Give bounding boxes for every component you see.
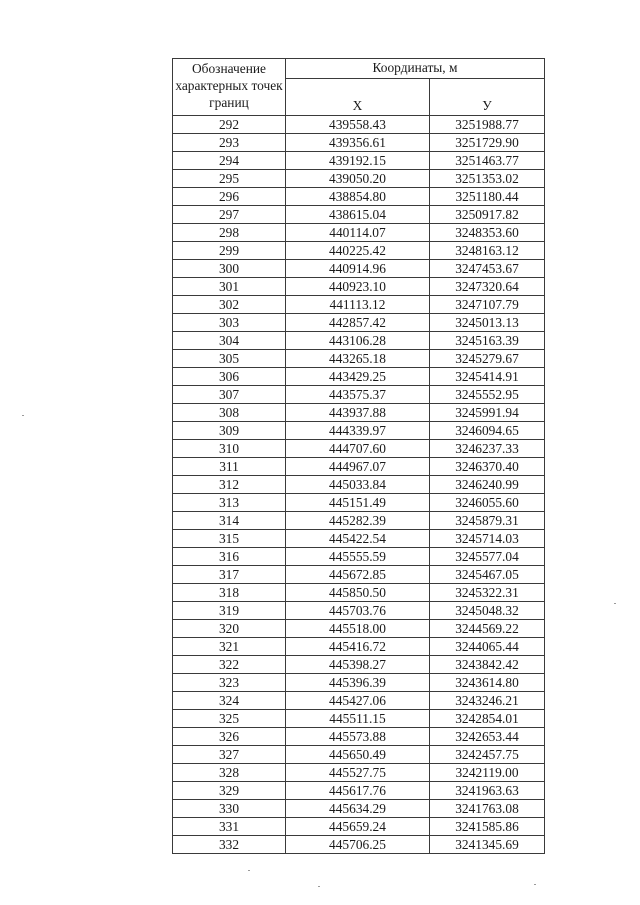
y-coordinate-cell: 3245577.04 [430, 548, 545, 566]
x-coordinate-cell: 445650.49 [286, 746, 430, 764]
table-row [173, 692, 545, 710]
x-coordinate-cell: 439050.20 [286, 170, 430, 188]
y-coordinate-cell: 3242457.75 [430, 746, 545, 764]
y-coordinate-cell: 3251180.44 [430, 188, 545, 206]
x-coordinate-cell: 445511.15 [286, 710, 430, 728]
point-designation-header: Обозначение характерных точек границ [173, 59, 286, 116]
x-coordinate-cell: 440225.42 [286, 242, 430, 260]
point-number-cell: 332 [173, 836, 286, 854]
point-number-cell: 306 [173, 368, 286, 386]
x-coordinate-cell: 445617.76 [286, 782, 430, 800]
x-coordinate-cell: 445672.85 [286, 566, 430, 584]
x-coordinate-cell: 445634.29 [286, 800, 430, 818]
x-coordinate-cell: 445573.88 [286, 728, 430, 746]
table-body [173, 116, 545, 854]
point-number-cell: 293 [173, 134, 286, 152]
table-row [173, 242, 545, 260]
table-row [173, 278, 545, 296]
point-number-cell: 296 [173, 188, 286, 206]
y-coordinate-cell: 3247453.67 [430, 260, 545, 278]
y-coordinate-cell: 3244065.44 [430, 638, 545, 656]
y-coordinate-cell: 3241963.63 [430, 782, 545, 800]
point-number-cell: 325 [173, 710, 286, 728]
y-coordinate-cell: 3245279.67 [430, 350, 545, 368]
table-row [173, 296, 545, 314]
point-number-cell: 323 [173, 674, 286, 692]
y-coordinate-cell: 3245322.31 [430, 584, 545, 602]
table-row [173, 728, 545, 746]
point-number-cell: 321 [173, 638, 286, 656]
table-row [173, 188, 545, 206]
point-number-cell: 292 [173, 116, 286, 134]
table-row [173, 530, 545, 548]
point-number-cell: 300 [173, 260, 286, 278]
y-coordinate-cell: 3251463.77 [430, 152, 545, 170]
table-row [173, 602, 545, 620]
x-coordinate-cell: 445850.50 [286, 584, 430, 602]
point-number-cell: 305 [173, 350, 286, 368]
x-coordinate-cell: 445033.84 [286, 476, 430, 494]
point-number-cell: 331 [173, 818, 286, 836]
point-number-cell: 303 [173, 314, 286, 332]
table-row [173, 620, 545, 638]
x-coordinate-cell: 439356.61 [286, 134, 430, 152]
x-column-header [286, 79, 430, 116]
y-coordinate-cell: 3245552.95 [430, 386, 545, 404]
x-coordinate-cell: 443106.28 [286, 332, 430, 350]
x-coordinate-cell: 445422.54 [286, 530, 430, 548]
point-number-cell: 315 [173, 530, 286, 548]
x-coordinate-cell: 440923.10 [286, 278, 430, 296]
y-column-label: У [482, 98, 492, 113]
x-coordinate-cell: 438615.04 [286, 206, 430, 224]
table-row [173, 746, 545, 764]
point-number-cell: 316 [173, 548, 286, 566]
table-row [173, 386, 545, 404]
table-row [173, 800, 545, 818]
y-coordinate-cell: 3246240.99 [430, 476, 545, 494]
x-coordinate-cell: 445659.24 [286, 818, 430, 836]
y-coordinate-cell: 3245714.03 [430, 530, 545, 548]
point-number-cell: 312 [173, 476, 286, 494]
table-row [173, 332, 545, 350]
y-coordinate-cell: 3251729.90 [430, 134, 545, 152]
point-number-cell: 324 [173, 692, 286, 710]
point-number-cell: 318 [173, 584, 286, 602]
table-row [173, 350, 545, 368]
x-coordinate-cell: 439192.15 [286, 152, 430, 170]
x-coordinate-cell: 438854.80 [286, 188, 430, 206]
y-coordinate-cell: 3251353.02 [430, 170, 545, 188]
table-row [173, 584, 545, 602]
point-number-cell: 297 [173, 206, 286, 224]
point-number-cell: 311 [173, 458, 286, 476]
table-row [173, 134, 545, 152]
point-number-cell: 310 [173, 440, 286, 458]
point-number-cell: 308 [173, 404, 286, 422]
scan-speck [614, 603, 616, 604]
header-row-top [173, 59, 545, 79]
point-number-cell: 317 [173, 566, 286, 584]
table-row [173, 656, 545, 674]
y-coordinate-cell: 3245991.94 [430, 404, 545, 422]
x-coordinate-cell: 442857.42 [286, 314, 430, 332]
table-row [173, 368, 545, 386]
table-row [173, 440, 545, 458]
x-coordinate-cell: 445527.75 [286, 764, 430, 782]
x-coordinate-cell: 440114.07 [286, 224, 430, 242]
table-row [173, 458, 545, 476]
y-coordinate-cell: 3242653.44 [430, 728, 545, 746]
y-coordinate-cell: 3246094.65 [430, 422, 545, 440]
point-number-cell: 309 [173, 422, 286, 440]
point-number-cell: 302 [173, 296, 286, 314]
table-row [173, 836, 545, 854]
point-number-cell: 314 [173, 512, 286, 530]
point-number-cell: 328 [173, 764, 286, 782]
x-coordinate-cell: 441113.12 [286, 296, 430, 314]
x-coordinate-cell: 445706.25 [286, 836, 430, 854]
table-row [173, 476, 545, 494]
x-coordinate-cell: 445151.49 [286, 494, 430, 512]
y-coordinate-cell: 3245414.91 [430, 368, 545, 386]
point-number-cell: 295 [173, 170, 286, 188]
x-coordinate-cell: 439558.43 [286, 116, 430, 134]
x-coordinate-cell: 445555.59 [286, 548, 430, 566]
y-coordinate-cell: 3245013.13 [430, 314, 545, 332]
scan-speck [248, 870, 250, 871]
table-row [173, 260, 545, 278]
table-row [173, 764, 545, 782]
x-coordinate-cell: 445282.39 [286, 512, 430, 530]
coordinates-table [172, 58, 545, 854]
y-coordinate-cell: 3248353.60 [430, 224, 545, 242]
point-number-cell: 304 [173, 332, 286, 350]
table-row [173, 116, 545, 134]
x-coordinate-cell: 445396.39 [286, 674, 430, 692]
y-coordinate-cell: 3245879.31 [430, 512, 545, 530]
y-coordinate-cell: 3246055.60 [430, 494, 545, 512]
y-coordinate-cell: 3242119.00 [430, 764, 545, 782]
x-coordinate-cell: 445398.27 [286, 656, 430, 674]
point-number-cell: 326 [173, 728, 286, 746]
table-row [173, 404, 545, 422]
y-coordinate-cell: 3241345.69 [430, 836, 545, 854]
y-coordinate-cell: 3247107.79 [430, 296, 545, 314]
y-coordinate-cell: 3246237.33 [430, 440, 545, 458]
y-coordinate-cell: 3244569.22 [430, 620, 545, 638]
point-number-cell: 298 [173, 224, 286, 242]
point-number-cell: 329 [173, 782, 286, 800]
point-number-cell: 313 [173, 494, 286, 512]
table-row [173, 548, 545, 566]
scan-speck [534, 884, 536, 885]
y-coordinate-cell: 3250917.82 [430, 206, 545, 224]
x-coordinate-cell: 444707.60 [286, 440, 430, 458]
y-coordinate-cell: 3243614.80 [430, 674, 545, 692]
x-coordinate-cell: 443429.25 [286, 368, 430, 386]
y-coordinate-cell: 3241763.08 [430, 800, 545, 818]
x-coordinate-cell: 443265.18 [286, 350, 430, 368]
y-coordinate-cell: 3245163.39 [430, 332, 545, 350]
point-number-cell: 330 [173, 800, 286, 818]
scan-speck [22, 415, 24, 416]
table-row [173, 152, 545, 170]
y-coordinate-cell: 3247320.64 [430, 278, 545, 296]
y-coordinate-cell: 3241585.86 [430, 818, 545, 836]
table-row [173, 566, 545, 584]
point-number-cell: 301 [173, 278, 286, 296]
y-coordinate-cell: 3245048.32 [430, 602, 545, 620]
point-number-cell: 320 [173, 620, 286, 638]
point-number-cell: 322 [173, 656, 286, 674]
y-coordinate-cell: 3243842.42 [430, 656, 545, 674]
table-row [173, 782, 545, 800]
y-coordinate-cell: 3245467.05 [430, 566, 545, 584]
table-row [173, 818, 545, 836]
x-coordinate-cell: 445703.76 [286, 602, 430, 620]
table-row [173, 314, 545, 332]
point-number-cell: 327 [173, 746, 286, 764]
table-row [173, 674, 545, 692]
point-number-cell: 294 [173, 152, 286, 170]
y-coordinate-cell: 3246370.40 [430, 458, 545, 476]
y-coordinate-cell: 3251988.77 [430, 116, 545, 134]
y-coordinate-cell: 3242854.01 [430, 710, 545, 728]
y-column-header [430, 79, 545, 116]
x-coordinate-cell: 440914.96 [286, 260, 430, 278]
y-coordinate-cell: 3243246.21 [430, 692, 545, 710]
y-coordinate-cell: 3248163.12 [430, 242, 545, 260]
point-number-cell: 319 [173, 602, 286, 620]
x-coordinate-cell: 444967.07 [286, 458, 430, 476]
table-row [173, 494, 545, 512]
x-coordinate-cell: 445518.00 [286, 620, 430, 638]
scan-speck [318, 886, 320, 887]
table-row [173, 206, 545, 224]
table-row [173, 224, 545, 242]
table-row [173, 422, 545, 440]
x-coordinate-cell: 445416.72 [286, 638, 430, 656]
x-coordinate-cell: 443575.37 [286, 386, 430, 404]
x-coordinate-cell: 445427.06 [286, 692, 430, 710]
table-row [173, 170, 545, 188]
table-row [173, 638, 545, 656]
x-coordinate-cell: 443937.88 [286, 404, 430, 422]
x-coordinate-cell: 444339.97 [286, 422, 430, 440]
table-row [173, 710, 545, 728]
table-row [173, 512, 545, 530]
x-column-label: X [352, 98, 363, 113]
point-number-cell: 299 [173, 242, 286, 260]
point-number-cell: 307 [173, 386, 286, 404]
coordinates-header: Координаты, м [286, 59, 545, 79]
